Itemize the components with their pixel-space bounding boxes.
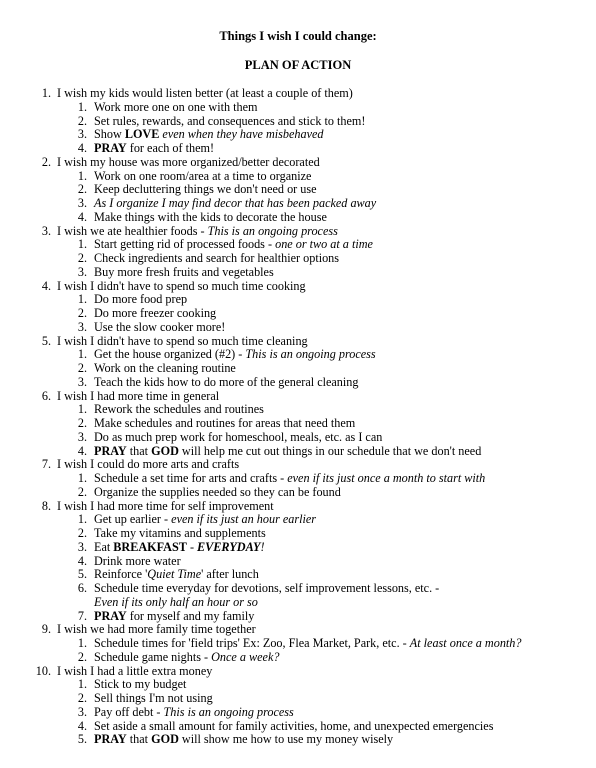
sub-list-item bbox=[0, 637, 596, 651]
text-segment: Rework the schedules and routines bbox=[94, 402, 264, 417]
text-segment: - bbox=[186, 539, 198, 554]
sub-list-item bbox=[0, 678, 596, 692]
text-segment: Sell things I'm not using bbox=[94, 691, 213, 705]
item-number: 1. bbox=[77, 292, 87, 307]
text-segment: ' after lunch bbox=[201, 567, 259, 582]
text-segment: Schedule game nights - bbox=[94, 649, 212, 664]
item-text bbox=[94, 431, 382, 445]
text-segment: This is an ongoing process bbox=[245, 347, 376, 362]
list-item bbox=[0, 665, 596, 679]
item-text bbox=[94, 527, 266, 541]
sub-list-item bbox=[0, 555, 596, 569]
item-number: 4. bbox=[77, 443, 87, 458]
text-segment: At least once a month? bbox=[409, 636, 522, 650]
item-text bbox=[94, 183, 317, 197]
item-text bbox=[94, 348, 376, 362]
text-segment: one or two at a time bbox=[275, 237, 373, 252]
item-number: 3. bbox=[77, 539, 87, 554]
text-segment: PRAY bbox=[94, 732, 127, 747]
item-text bbox=[94, 321, 225, 335]
item-text bbox=[94, 170, 311, 184]
item-text bbox=[94, 101, 258, 115]
item-number: 2. bbox=[77, 526, 87, 540]
item-text bbox=[94, 238, 373, 252]
item-text bbox=[94, 293, 187, 307]
item-number: 2. bbox=[77, 691, 87, 705]
text-segment: Make things with the kids to decorate the house bbox=[94, 209, 327, 224]
text-segment: Quiet Time bbox=[147, 567, 202, 582]
item-text bbox=[94, 252, 339, 266]
item-number: 7. bbox=[77, 608, 87, 623]
text-segment: I wish I had more time for self improvement bbox=[57, 498, 274, 513]
sub-list-item bbox=[0, 541, 596, 555]
item-number: 5. bbox=[77, 732, 87, 747]
item-text bbox=[94, 417, 355, 431]
text-segment: Schedule time everyday for devotions, self improvement lessons, etc. - bbox=[94, 581, 440, 595]
item-text bbox=[94, 376, 358, 390]
item-text bbox=[94, 610, 254, 624]
text-segment: Drink more water bbox=[94, 553, 181, 568]
item-number: 3. bbox=[77, 374, 87, 389]
item-text bbox=[94, 678, 186, 692]
item-number: 3. bbox=[77, 429, 87, 444]
item-number: 4. bbox=[77, 553, 87, 568]
item-text bbox=[94, 307, 216, 321]
text-segment: GOD bbox=[151, 732, 179, 747]
text-segment: Keep decluttering things we don't need or use bbox=[94, 182, 317, 197]
text-segment: Set rules, rewards, and consequences and stick to them! bbox=[94, 113, 366, 128]
item-number: 4. bbox=[41, 278, 51, 293]
item-text bbox=[57, 87, 353, 101]
text-segment: I wish I didn't have to spend so much time cooking bbox=[57, 278, 306, 293]
item-number: 5. bbox=[77, 567, 87, 582]
item-text bbox=[57, 156, 320, 170]
item-text bbox=[94, 582, 439, 596]
text-segment: Get up earlier - bbox=[94, 512, 172, 527]
item-number: 2. bbox=[77, 251, 87, 265]
sub-list-item bbox=[0, 527, 596, 541]
sub-list-item bbox=[0, 692, 596, 706]
text-segment: Make schedules and routines for areas that need them bbox=[94, 416, 356, 430]
text-segment: for myself and my family bbox=[126, 608, 255, 623]
item-number: 1. bbox=[77, 512, 87, 527]
text-segment: Organize the supplies needed so they can be found bbox=[94, 484, 341, 499]
text-segment: I wish I had a little extra money bbox=[57, 663, 213, 678]
item-number: 8. bbox=[41, 498, 51, 513]
item-number: 2. bbox=[77, 361, 87, 375]
item-text bbox=[94, 211, 327, 225]
item-number: 2. bbox=[77, 484, 87, 499]
item-number: 3. bbox=[77, 196, 87, 210]
list-item bbox=[0, 390, 596, 404]
item-number: 1. bbox=[77, 402, 87, 417]
sub-list-item bbox=[0, 293, 596, 307]
text-segment: PRAY bbox=[94, 608, 127, 623]
item-text bbox=[94, 445, 481, 459]
text-segment: Check ingredients and search for healthier options bbox=[94, 251, 340, 265]
item-text bbox=[94, 472, 485, 486]
text-segment: Get the house organized (#2) - bbox=[94, 347, 246, 362]
text-segment: Schedule times for 'field trips' Ex: Zoo, Flea Market, Park, etc. - bbox=[94, 636, 410, 650]
text-segment: that bbox=[126, 443, 152, 458]
text-segment: I wish I could do more arts and crafts bbox=[57, 457, 240, 472]
item-number: 1. bbox=[77, 347, 87, 362]
text-segment: will help me cut out things in our schedule that we don't need bbox=[178, 443, 482, 458]
text-segment: Pay off debt - bbox=[94, 704, 164, 719]
text-segment: Work on the cleaning routine bbox=[94, 361, 236, 375]
item-number: 4. bbox=[77, 141, 87, 155]
sub-list-item-continuation bbox=[0, 596, 596, 610]
item-text bbox=[94, 403, 264, 417]
text-segment: I wish I had more time in general bbox=[57, 388, 220, 403]
text-segment: I wish we had more family time together bbox=[57, 622, 256, 637]
item-text bbox=[94, 115, 365, 129]
item-text bbox=[57, 458, 239, 472]
item-number: 3. bbox=[77, 127, 87, 142]
item-number: 3. bbox=[77, 264, 87, 279]
item-number: 10. bbox=[35, 663, 51, 678]
text-segment: even when they have misbehaved bbox=[159, 127, 324, 142]
text-segment: Stick to my budget bbox=[94, 677, 187, 692]
text-segment: I wish my kids would listen better (at least a couple of them) bbox=[57, 86, 353, 100]
text-segment: EVERYDAY bbox=[197, 539, 261, 554]
text-segment: PRAY bbox=[94, 443, 127, 458]
text-segment: I wish I didn't have to spend so much time cleaning bbox=[57, 333, 308, 348]
item-number: 3. bbox=[41, 223, 51, 238]
text-segment: Set aside a small amount for family activities, home, and unexpected emergencies bbox=[94, 718, 494, 733]
plan-heading: PLAN OF ACTION bbox=[244, 58, 352, 72]
text-segment: Use the slow cooker more! bbox=[94, 319, 226, 334]
item-text bbox=[94, 692, 213, 706]
text-segment: Even if its only half an hour or so bbox=[94, 594, 258, 609]
sub-list-item bbox=[0, 348, 596, 362]
text-segment: I wish my house was more organized/better decorated bbox=[57, 154, 320, 169]
item-text bbox=[94, 266, 274, 280]
text-segment: This is an ongoing process bbox=[163, 704, 294, 719]
text-segment: that bbox=[126, 732, 152, 747]
text-segment: I wish we ate healthier foods - bbox=[57, 223, 208, 238]
text-segment: LOVE bbox=[124, 127, 160, 142]
item-number: 1. bbox=[77, 677, 87, 692]
item-number: 4. bbox=[77, 209, 87, 224]
item-text bbox=[57, 665, 212, 679]
sub-list-item bbox=[0, 582, 596, 596]
text-segment: Buy more fresh fruits and vegetables bbox=[94, 264, 274, 279]
text-segment: Reinforce ' bbox=[94, 567, 148, 582]
sub-list-item bbox=[0, 513, 596, 527]
text-segment: Teach the kids how to do more of the general cleaning bbox=[94, 374, 359, 389]
text-segment: Start getting rid of processed foods - bbox=[94, 237, 276, 252]
sub-list-item bbox=[0, 128, 596, 142]
item-text bbox=[57, 225, 338, 239]
text-segment: even if its just once a month to start with bbox=[287, 471, 486, 485]
item-text bbox=[94, 541, 265, 555]
text-segment: ! bbox=[260, 539, 265, 554]
item-text bbox=[57, 623, 256, 637]
text-segment: Do more freezer cooking bbox=[94, 306, 217, 320]
item-number: 2. bbox=[41, 154, 51, 169]
item-text bbox=[57, 335, 308, 349]
text-segment: As I organize I may find decor that has been packed away bbox=[94, 196, 377, 210]
item-number: 1. bbox=[77, 471, 87, 485]
item-number: 3. bbox=[77, 319, 87, 334]
text-segment: Work on one room/area at a time to organize bbox=[94, 168, 312, 183]
sub-list-item bbox=[0, 252, 596, 266]
item-number: 1. bbox=[77, 99, 87, 114]
item-text bbox=[94, 362, 236, 376]
text-segment: will show me how to use my money wisely bbox=[178, 732, 394, 747]
item-number: 2. bbox=[77, 306, 87, 320]
item-number: 2. bbox=[77, 649, 87, 664]
text-segment: Work more one on one with them bbox=[94, 99, 258, 114]
item-number: 9. bbox=[41, 622, 51, 637]
text-segment: Do as much prep work for homeschool, meals, etc. as I can bbox=[94, 429, 383, 444]
item-text bbox=[94, 706, 294, 720]
item-text bbox=[94, 128, 324, 142]
item-text bbox=[94, 513, 316, 527]
item-number: 2. bbox=[77, 182, 87, 197]
item-text bbox=[94, 486, 341, 500]
item-number: 1. bbox=[77, 636, 87, 650]
list-item bbox=[0, 87, 596, 101]
item-number: 3. bbox=[77, 704, 87, 719]
item-text bbox=[94, 555, 181, 569]
item-text bbox=[57, 390, 219, 404]
item-number: 1. bbox=[77, 237, 87, 252]
item-text bbox=[94, 142, 214, 156]
text-segment: Show bbox=[94, 127, 125, 142]
text-segment: PRAY bbox=[94, 141, 127, 155]
item-text bbox=[57, 280, 306, 294]
text-segment: Eat bbox=[94, 539, 114, 554]
item-number: 2. bbox=[77, 416, 87, 430]
item-number: 6. bbox=[41, 388, 51, 403]
text-segment: BREAKFAST bbox=[113, 539, 187, 554]
list-item bbox=[0, 280, 596, 294]
item-number: 5. bbox=[41, 333, 51, 348]
item-text bbox=[94, 568, 259, 582]
item-number: 4. bbox=[77, 718, 87, 733]
item-number: 7. bbox=[41, 457, 51, 472]
item-number: 1. bbox=[41, 86, 51, 100]
item-text bbox=[57, 500, 274, 514]
sub-list-item bbox=[0, 307, 596, 321]
text-segment: Take my vitamins and supplements bbox=[94, 526, 266, 540]
sub-list-item bbox=[0, 733, 596, 747]
item-text bbox=[94, 596, 258, 610]
text-segment: This is an ongoing process bbox=[207, 223, 338, 238]
item-number: 6. bbox=[77, 581, 87, 595]
text-segment: GOD bbox=[151, 443, 179, 458]
item-text bbox=[94, 197, 376, 211]
text-segment: even if its just an hour earlier bbox=[171, 512, 317, 527]
text-segment: Do more food prep bbox=[94, 292, 188, 307]
text-segment: Schedule a set time for arts and crafts - bbox=[94, 471, 288, 485]
text-segment: for each of them! bbox=[126, 141, 215, 155]
item-text bbox=[94, 651, 279, 665]
item-number: 1. bbox=[77, 168, 87, 183]
page-title: Things I wish I could change: bbox=[219, 29, 377, 43]
item-text bbox=[94, 637, 521, 651]
item-text bbox=[94, 733, 393, 747]
text-segment: Once a week? bbox=[211, 649, 280, 664]
item-number: 2. bbox=[77, 113, 87, 128]
item-text bbox=[94, 720, 493, 734]
